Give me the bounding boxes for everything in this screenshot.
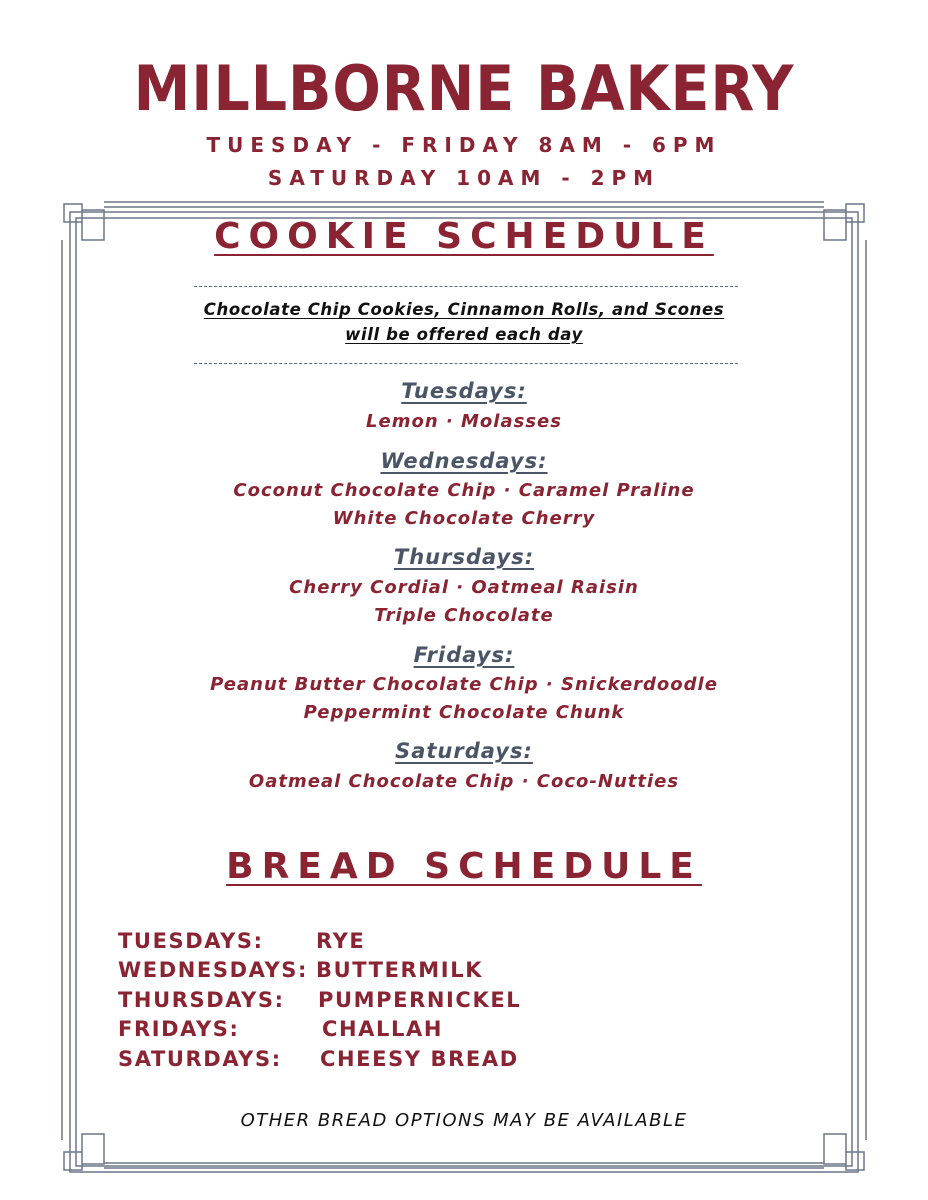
- bread-value: CHEESY BREAD: [320, 1047, 519, 1071]
- cookie-list-wednesdays-2: White Chocolate Cherry: [332, 508, 596, 529]
- cookie-day-fridays: Fridays:: [413, 643, 515, 667]
- cookie-list-fridays-1: Peanut Butter Chocolate Chip · Snickerdoodle: [210, 674, 718, 695]
- bread-day-label: THURSDAYS:: [118, 988, 285, 1012]
- bread-day-label: TUESDAYS:: [118, 929, 264, 953]
- bread-day-label: FRIDAYS:: [118, 1017, 240, 1041]
- cookie-day-saturdays: Saturdays:: [395, 739, 533, 763]
- bread-value: BUTTERMILK: [316, 958, 484, 982]
- dashed-divider-bottom: [194, 363, 738, 364]
- cookie-list-thursdays-2: Triple Chocolate: [374, 605, 554, 626]
- bread-value: CHALLAH: [322, 1017, 444, 1041]
- cookie-list-tuesdays: Lemon · Molasses: [366, 411, 562, 432]
- daily-offer-note-line2: will be offered each day: [345, 325, 583, 344]
- hours-saturday: SATURDAY 10AM - 2PM: [267, 166, 661, 190]
- bread-schedule-title: BREAD SCHEDULE: [226, 846, 702, 887]
- bread-day-label: WEDNESDAYS:: [118, 958, 308, 982]
- cookie-day-wednesdays: Wednesdays:: [380, 449, 548, 473]
- cookie-schedule-title: COOKIE SCHEDULE: [214, 216, 714, 257]
- cookie-list-thursdays-1: Cherry Cordial · Oatmeal Raisin: [289, 577, 639, 598]
- cookie-day-tuesdays: Tuesdays:: [401, 379, 527, 403]
- bread-day-label: SATURDAYS:: [118, 1047, 282, 1071]
- bread-value: PUMPERNICKEL: [318, 988, 522, 1012]
- dashed-divider-top: [194, 286, 738, 287]
- cookie-list-wednesdays-1: Coconut Chocolate Chip · Caramel Praline: [233, 480, 695, 501]
- hours-weekday: TUESDAY - FRIDAY 8AM - 6PM: [206, 133, 722, 157]
- cookie-day-thursdays: Thursdays:: [393, 545, 535, 569]
- bread-footer-note: OTHER BREAD OPTIONS MAY BE AVAILABLE: [240, 1110, 688, 1131]
- daily-offer-note-line1: Chocolate Chip Cookies, Cinnamon Rolls, and Scones: [203, 300, 725, 319]
- bread-value: RYE: [316, 929, 366, 953]
- bakery-title: MILLBORNE BAKERY: [133, 52, 795, 125]
- cookie-list-saturdays: Oatmeal Chocolate Chip · Coco-Nutties: [248, 771, 680, 792]
- cookie-list-fridays-2: Peppermint Chocolate Chunk: [303, 702, 625, 723]
